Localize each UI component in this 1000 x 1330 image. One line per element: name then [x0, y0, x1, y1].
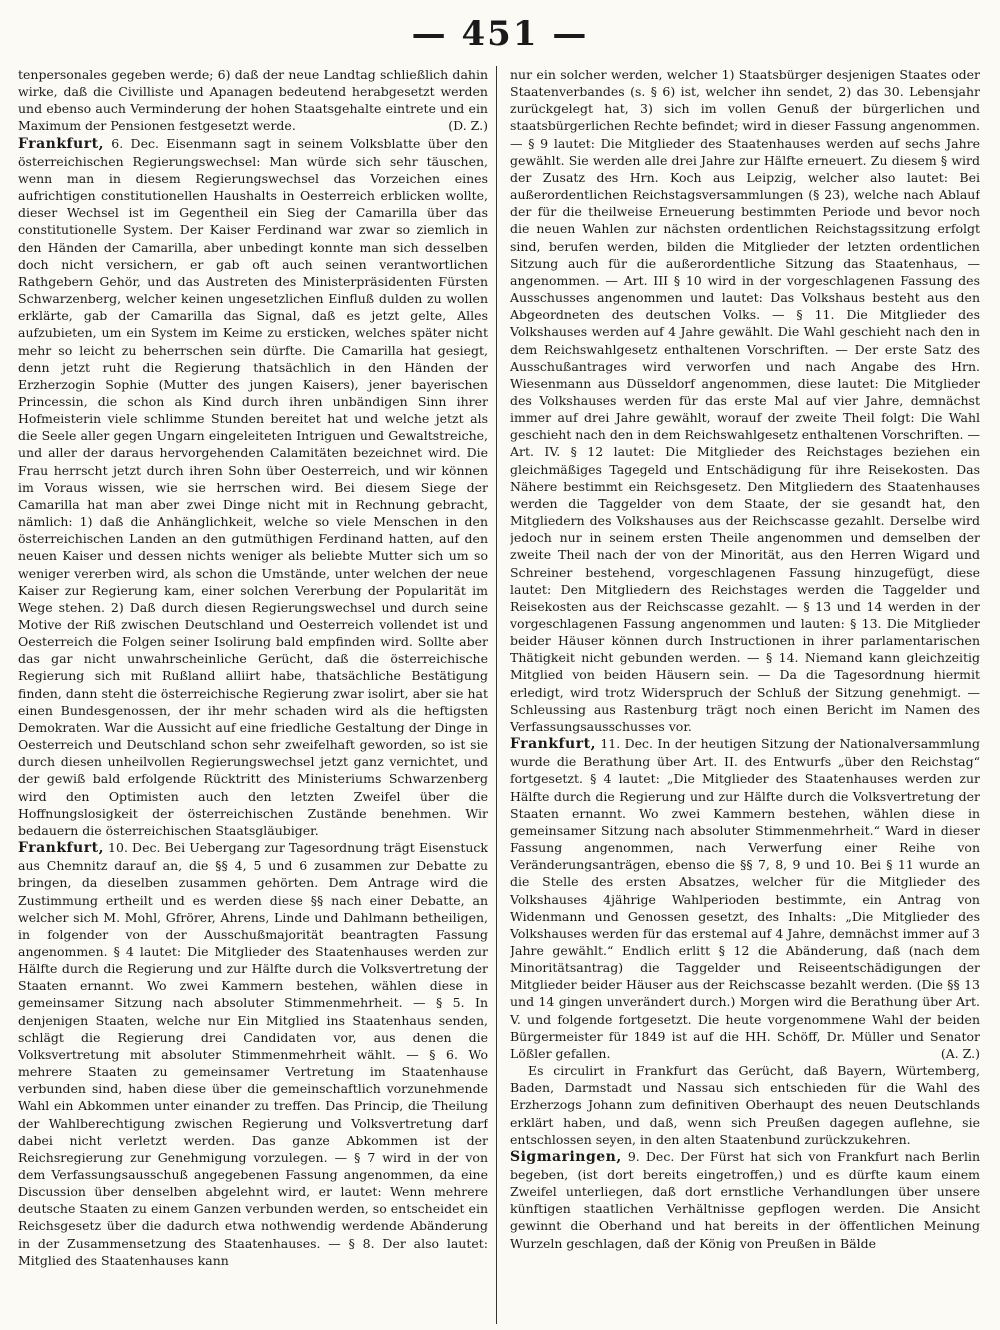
article-paragraph — [18, 66, 488, 135]
article-dateline: Sigmaringen, — [510, 1148, 622, 1165]
article-byline: (A. Z.) — [940, 1045, 980, 1061]
article-text: 10. Dec. Bei Uebergang zur Tagesordnung trägt Eisenstuck aus Chemnitz darauf an, die §§ 4, 5 und 6 zusammen zur Debatte zu bringen, da dieselben zusammen gehörten. Dem Antrage wird die Zustimmung ertheilt und es werden diese §§ nach einer Debatte, an welcher sich M. Mohl, Gfrörer, Ahrens, Linde und Dahlmann betheiligen, in folgender von der Ausschußmajorität beantragten Fassung angenommen. § 4 lautet: Die Mitglieder des Staatenhauses werden zur Hälfte durch die Regierung und zur Hälfte durch die Volksvertretung der Staaten ernannt. Wo zwei Kammern bestehen, wählen diese in gemeinsamer Sitzung nach absoluter Stimmenmehrheit. — § 5. In denjenigen Staaten, welche nur Ein Mitglied ins Staatenhaus senden, schlägt die Regierung drei Candidaten vor, aus denen die Volksvertretung mit absoluter Stimmenmehrheit wählt. — § 6. Wo mehrere Staaten zu gemeinsamer Vertretung im Staatenhause verbunden sind, haben diese über die gemeinschaftlich vorzunehmende Wahl ein Abkommen unter einander zu treffen. Das Princip, die Theilung der Wahlberechtigung zwischen Regierung und Volksvertretung darf dabei nicht verletzt werden. Das ganze Abkommen ist der Reichsregierung zur Genehmigung vorzulegen. — § 7 wird in der von dem Verfassungsausschuß angegebenen Fassung angenommen, da eine Discussion über denselben abgelehnt wird, er lautet: Wenn mehrere deutsche Staaten zu einem Ganzen verbunden werden, so entscheidet ein Reichsgesetz über die dadurch etwa nothwendig werdende Abänderung in der Zusammensetzung des Staatenhauses. — § 8. Der also lautet: Mitglied des Staatenhauses kann — [18, 840, 488, 1268]
article-paragraph — [510, 1148, 980, 1252]
article-dateline: Frankfurt, — [18, 135, 104, 152]
page-number: — 451 — — [411, 14, 589, 54]
article-paragraph — [18, 839, 488, 1269]
article-paragraph — [510, 1062, 980, 1148]
article-dateline: Frankfurt, — [510, 736, 596, 753]
article-dateline: Frankfurt, — [18, 840, 104, 857]
article-paragraph — [18, 135, 488, 839]
article-text: 6. Dec. Eisenmann sagt in seinem Volksblatte über den österreichischen Regierungswechsel: Man würde sich sehr täuschen, wenn man in diesem Regierungswechsel das Vorzeichen eines aufrichtigen constitutionellen Haushalts in Oesterreich erblicken wollte, dieser Wechsel ist im Gegentheil ein Sieg der Camarilla über das constitutionelle System. Der Kaiser Ferdinand war zwar so ziemlich in den Händen der Camarilla, aber unbedingt konnte man sich desselben doch nicht versichern, er gab oft auch seinen verantwortlichen Rathgebern Gehör, und das Austreten des Ministerpräsidenten Fürsten Schwarzenberg, welcher keinen ungesetzlichen Einfluß dulden zu wollen erklärte, gab der Camarilla das Signal, daß es jetzt gelte, Alles aufzubieten, um ein System im Keime zu ersticken, welches später nicht mehr so leicht zu beherrschen sein dürfte. Die Camarilla hat gesiegt, denn jetzt ruht die Regierung thatsächlich in den Händen der Erzherzogin Sophie (Mutter des jungen Kaisers), jener bayerischen Princessin, die schon als Kind durch ihren unbändigen Sinn ihrer Hofmeisterin viele schlimme Stunden bereitet hat und welche jetzt als die Seele aller gegen Ungarn eingeleiteten Intriguen und Gewaltstreiche, und aller der daraus hervorgehenden Calamitäten bezeichnet wird. Die Frau herrscht jetzt durch ihren Sohn über Oesterreich, und wir können im Voraus wissen, wie sie herrschen wird. Bei diesem Siege der Camarilla hat man aber zwei Dinge nicht mit in Rechnung gebracht, nämlich: 1) daß die Anhänglichkeit, welche so viele Menschen in den österreichischen Landen an den gutmüthigen Ferdinand hatten, auf den neuen Kaiser und dessen nichts weniger als beliebte Mutter sich um so weniger vererben wird, als schon die Umstände, unter welchen der neue Kaiser zur Regierung kam, einer solchen Vererbung der Popularität im Wege stehen. 2) Daß durch diesen Regierungswechsel und durch seine Motive der Riß zwischen Deutschland und Oesterreich vollendet ist und Oesterreich die Folgen seiner Isolirung bald empfinden wird. Sollte aber das gar nicht unwahrscheinliche Gerücht, daß die österreichische Regierung sich mit Rußland alliirt habe, thatsächliche Bestätigung finden, dann steht die österreichische Regierung zwar isolirt, aber sie hat einen Bundesgenossen, der ihr mehr schaden wird als die heftigsten Demokraten. War die Aussicht auf eine friedliche Gestaltung der Dinge in Oesterreich und Deutschland schon sehr zweifelhaft geworden, so ist sie durch diesen unheilvollen Regierungswechsel jetzt ganz vernichtet, und der gewiß bald erfolgende Rücktritt des Ministeriums Schwarzenberg wird den Optimisten auch den letzten Zweifel über die Hoffnungslosigkeit der österreichischen Zustände benehmen. Wir bedauern die österreichischen Staatsgläubiger. — [18, 135, 488, 838]
article-text: nur ein solcher werden, welcher 1) Staatsbürger desjenigen Staates oder Staatenverbandes (s. § 6) ist, welcher ihn sendet, 2) das 30. Lebensjahr zurückgelegt hat, 3) sich im vollen Genuß der bürgerlichen und staatsbürgerlichen Rechte befindet; wird in dieser Fassung angenommen. — § 9 lautet: Die Mitglieder des Staatenhauses werden auf sechs Jahre gewählt. Sie werden alle drei Jahre zur Hälfte erneuert. Zu diesem § wird der Zusatz des Hrn. Koch aus Leipzig, welcher also lautet: Bei außerordentlichen Reichstagsversammlungen (§ 23), welche nach Ablauf der für die theilweise Erneuerung bestimmten Periode und bevor noch die neuen Wahlen zur nächsten ordentlichen Reichstagssitzung erfolgt sind, berufen werden, bilden die Mitglieder der letzten ordentlichen Sitzung auch für die außerordentliche Sitzung das Staatenhaus, — angenommen. — Art. III § 10 wird in der vorgeschlagenen Fassung des Ausschusses angenommen und lautet: Das Volkshaus besteht aus den Abgeordneten des deutschen Volks. — § 11. Die Mitglieder des Volkshauses werden auf 4 Jahre gewählt. Die Wahl geschieht nach den in dem Reichswahlgesetz enthaltenen Vorschriften. — Der erste Satz des Ausschußantrages wird verworfen und nach Angabe des Hrn. Wiesenmann aus Düsseldorf angenommen, diese lautet: Die Mitglieder des Volkshauses werden für das erste Mal auf vier Jahre, demnächst immer auf drei Jahre gewählt, worauf der zweite Theil folgt: Die Wahl geschieht nach den in dem Reichswahlgesetz enthaltenen Vorschriften. — Art. IV. § 12 lautet: Die Mitglieder des Reichstages beziehen ein gleichmäßiges Tagegeld und Entschädigung für ihre Reisekosten. Das Nähere bestimmt ein Reichsgesetz. Den Mitgliedern des Staatenhauses werden die Taggelder von dem Staate, der sie gesandt hat, den Mitgliedern des Volkshauses aus der Reichscasse gezahlt. Derselbe wird jedoch nur in seinem ersten Theile angenommen und demselben der zweite Theil nach der von der Minorität, aus den Herren Wigard und Schreiner bestehend, vorgeschlagenen Fassung hinzugefügt, diese lautet: Den Mitgliedern des Reichstages werden die Taggelder und Reisekosten aus der Reichscasse gezahlt. — § 13 und 14 werden in der vorgeschlagenen Fassung angenommen und lauten: § 13. Die Mitglieder beider Häuser können durch Instructionen in ihrer parlamentarischen Thätigkeit nicht gebunden werden. — § 14. Niemand kann gleichzeitig Mitglied von beiden Häusern sein. — Da die Tagesordnung hiermit erledigt, wird trotz Widerspruch der Schluß der Sitzung genehmigt. — Schleussing aus Rastenburg trägt noch einen Bericht im Namen des Verfassungsausschusses vor. — [510, 67, 980, 734]
article-text: Es circulirt in Frankfurt das Gerücht, daß Bayern, Würtemberg, Baden, Darmstadt und Nassau sich entschieden für die Wahl des Erzherzogs Johann zum definitiven Oberhaupt des neuen Deutschlands erklärt haben, und daß, wenn sich Preußen dagegen auflehne, sie entschlossen seyen, in den alten Staatenbund zurückzukehren. — [510, 1063, 980, 1147]
column-divider — [496, 66, 497, 1324]
article-paragraph — [510, 66, 980, 735]
left-column — [18, 66, 488, 1324]
article-byline: (D. Z.) — [448, 118, 488, 134]
article-text: tenpersonales gegeben werde; 6) daß der neue Landtag schließlich dahin wirke, daß die Civilliste und Apanagen bedeutend herabgesetzt werden und ebenso auch Verminderung der hohen Staatsgehalte eintrete und ein Maximum der Pensionen festgesetzt werde. — [18, 67, 488, 134]
right-column — [510, 66, 980, 1324]
article-text: 11. Dec. In der heutigen Sitzung der Nationalversammlung wurde die Berathung über Art. II. des Entwurfs „über den Reichstag“ fortgesetzt. § 4 lautet: „Die Mitglieder des Staatenhauses werden zur Hälfte durch die Regierung und zur Hälfte durch die Volksvertretung der Staaten ernannt. Wo zwei Kammern bestehen, wählen diese in gemeinsamer Sitzung nach absoluter Stimmenmehrheit.“ Ward in dieser Fassung angenommen, nach Verwerfung einer Reihe von Veränderungsanträgen, ebenso die §§ 7, 8, 9 und 10. Bei § 11 wurde an die Stelle des ersten Absatzes, welcher für die Mitglieder des Volkshauses 4jährige Wahlperioden bestimmte, ein Antrag von Widenmann und Genossen gesetzt, des Inhalts: „Die Mitglieder des Volkshauses werden für das erstemal auf 4 Jahre, demnächst immer auf 3 Jahre gewählt.“ Endlich erlitt § 12 die Abänderung, daß (nach dem Minoritätsantrag) die Taggelder und Reiseentschädigungen der Mitglieder beider Häuser aus der Reichscasse bezahlt werden. (Die §§ 13 und 14 gingen unverändert durch.) Morgen wird die Berathung über Art. V. und folgende fortgesetzt. Die heute vorgenommene Wahl der beiden Bürgermeister für 1849 ist auf die HH. Schöff, Dr. Müller und Senator Lößler gefallen. — [510, 736, 980, 1061]
article-paragraph — [510, 735, 980, 1062]
article-text: 9. Dec. Der Fürst hat sich von Frankfurt nach Berlin begeben, (ist dort bereits eingetroffen,) und es dürfte kaum einem Zweifel unterliegen, daß dort ernstliche Verhandlungen über unsere künftigen staatlichen Verhältnisse gepflogen werden. Die Ansicht gewinnt die Oberhand und hat bereits in der öffentlichen Meinung Wurzeln geschlagen, daß der König von Preußen in Bälde — [510, 1148, 980, 1251]
